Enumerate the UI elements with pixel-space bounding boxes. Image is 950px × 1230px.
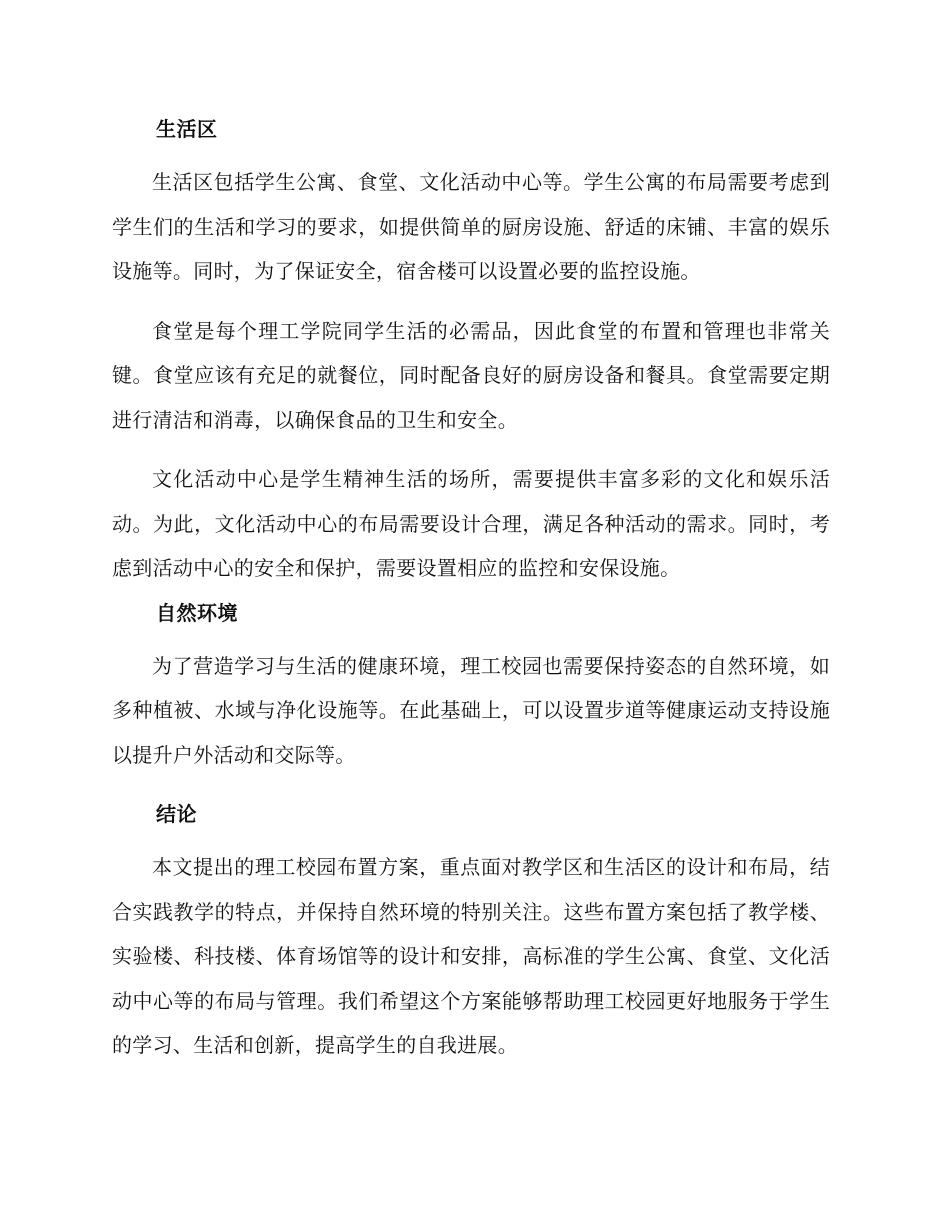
paragraph-conclusion: 本文提出的理工校园布置方案，重点面对教学区和生活区的设计和布局，结合实践教学的特点，并保持自然环境的特别关注。这些布置方案包括了教学楼、实验楼、科技楼、体育场馆等的设计和安排，高标准的学生公寓、食堂、文化活动中心等的布局与管理。我们希望这个方案能够帮助理工校园更好地服务于学生的学习、生活和创新，提高学生的自我进展。 xyxy=(112,855,830,1057)
paragraph-canteen: 食堂是每个理工学院同学生活的必需品，因此食堂的布置和管理也非常关键。食堂应该有充足的就餐位，同时配备良好的厨房设备和餐具。食堂需要定期进行清洁和消毒，以确保食品的卫生和安全。 xyxy=(112,318,830,432)
paragraph-natural-environment: 为了营造学习与生活的健康环境，理工校园也需要保持姿态的自然环境，如多种植被、水域与净化设施等。在此基础上，可以设置步道等健康运动支持设施以提升户外活动和交际等。 xyxy=(112,653,830,767)
section-heading-natural-environment: 自然环境 xyxy=(156,600,238,625)
paragraph-cultural-center: 文化活动中心是学生精神生活的场所，需要提供丰富多彩的文化和娱乐活动。为此，文化活动中心的布局需要设计合理，满足各种活动的需求。同时，考虑到活动中心的安全和保护，需要设置相应的监控和安保设施。 xyxy=(112,467,830,580)
document-body xyxy=(112,107,830,1068)
section-heading-living-area: 生活区 xyxy=(156,117,218,141)
section-heading-conclusion: 结论 xyxy=(156,802,197,826)
paragraph-living-area-overview: 生活区包括学生公寓、食堂、文化活动中心等。学生公寓的布局需要考虑到学生们的生活和学习的要求，如提供简单的厨房设施、舒适的床铺、丰富的娱乐设施等。同时，为了保证安全，宿舍楼可以设置必要的监控设施。 xyxy=(112,170,830,283)
